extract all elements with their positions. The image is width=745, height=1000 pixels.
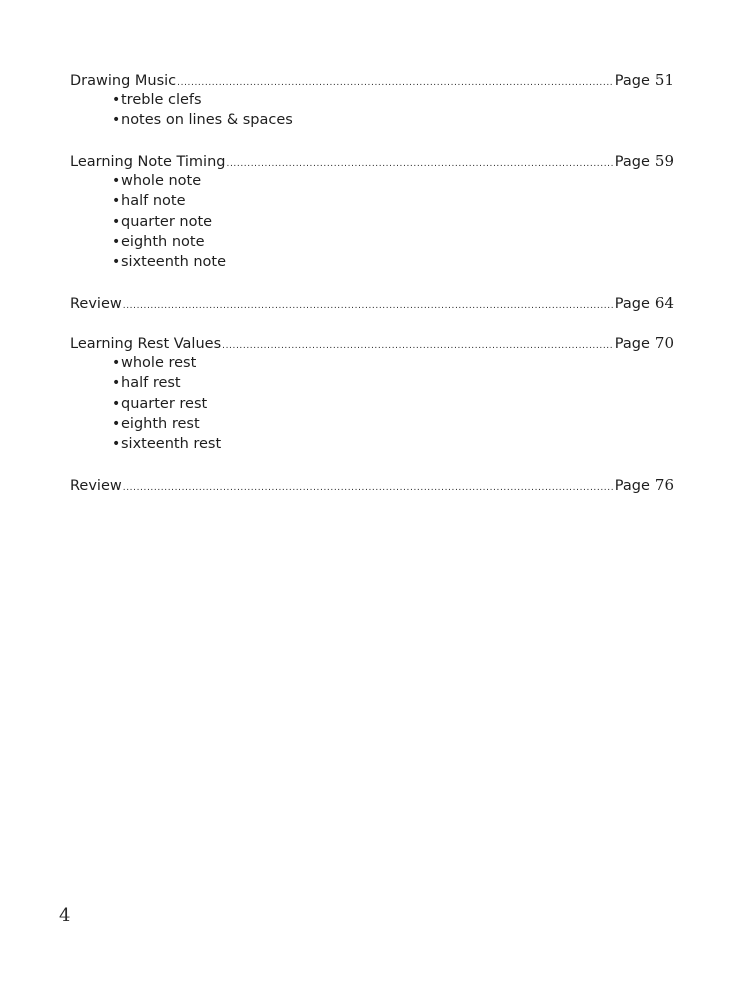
table-of-contents: [70, 70, 674, 515]
bullet-icon: •: [112, 436, 121, 453]
bullet-icon: •: [112, 354, 121, 371]
footer-page-number: 4: [59, 905, 71, 926]
page-number-ref: 70: [654, 333, 674, 352]
list-item: [112, 353, 674, 373]
toc-subtopic-list: [70, 90, 674, 131]
list-item: [112, 414, 674, 434]
bullet-icon: •: [112, 213, 121, 230]
toc-subtopic-list: [70, 171, 674, 273]
page-label: Page: [614, 477, 650, 494]
list-item: [112, 212, 674, 232]
subtopic-label: half note: [121, 193, 186, 210]
toc-entry-review: [70, 293, 674, 313]
list-item: [112, 252, 674, 272]
list-item: [112, 232, 674, 252]
bullet-icon: •: [112, 395, 121, 412]
toc-page-reference: [615, 293, 674, 314]
page-label: Page: [614, 153, 650, 170]
page-number-ref: 64: [654, 293, 674, 312]
bullet-icon: •: [112, 254, 121, 271]
bullet-icon: •: [112, 233, 121, 250]
subtopic-label: whole rest: [121, 354, 197, 371]
bullet-icon: •: [112, 415, 121, 432]
subtopic-label: quarter rest: [121, 395, 208, 412]
toc-entry-review-2: [70, 475, 674, 495]
bullet-icon: •: [112, 112, 121, 129]
toc-entry-line[interactable]: [70, 475, 674, 495]
dot-leader: [123, 296, 614, 316]
subtopic-label: eighth note: [121, 233, 205, 250]
subtopic-label: whole note: [121, 172, 202, 189]
toc-page-reference: [615, 333, 674, 354]
bullet-icon: •: [112, 193, 121, 210]
dot-leader: [222, 336, 614, 356]
page-number-ref: 76: [654, 475, 674, 494]
dot-leader: [177, 73, 614, 93]
toc-page-reference: [615, 70, 674, 91]
toc-entry-learning-rest-values: [70, 333, 674, 455]
toc-page-reference: [615, 475, 674, 496]
page-number-ref: 51: [654, 71, 674, 89]
subtopic-label: notes on lines & spaces: [121, 112, 293, 129]
dot-leader: [226, 154, 613, 174]
toc-entry-title: Drawing Music: [70, 73, 177, 89]
subtopic-label: half rest: [121, 375, 181, 392]
list-item: [112, 171, 674, 191]
toc-page-reference: [615, 151, 674, 172]
subtopic-label: quarter note: [121, 213, 213, 230]
toc-entry-drawing-music: [70, 70, 674, 131]
list-item: [112, 90, 674, 110]
list-item: [112, 434, 674, 454]
toc-entry-title: Review: [70, 295, 122, 312]
toc-entry-line[interactable]: [70, 70, 674, 90]
subtopic-label: eighth rest: [121, 415, 200, 432]
list-item: [112, 394, 674, 414]
list-item: [112, 373, 674, 393]
toc-entry-title: Learning Rest Values: [70, 335, 222, 352]
bullet-icon: •: [112, 92, 121, 108]
subtopic-label: treble clefs: [121, 92, 202, 108]
toc-entry-line[interactable]: [70, 333, 674, 353]
subtopic-label: sixteenth rest: [121, 436, 222, 453]
bullet-icon: •: [112, 172, 121, 189]
list-item: [112, 191, 674, 211]
toc-entry-line[interactable]: [70, 151, 674, 171]
page-label: Page: [614, 73, 650, 89]
toc-entry-title: Learning Note Timing: [70, 153, 226, 170]
subtopic-label: sixteenth note: [121, 254, 227, 271]
dot-leader: [123, 478, 614, 498]
page-label: Page: [614, 295, 650, 312]
list-item: [112, 110, 674, 130]
bullet-icon: •: [112, 375, 121, 392]
page-number-ref: 59: [654, 151, 674, 170]
toc-entry-line[interactable]: [70, 293, 674, 313]
toc-entry-learning-note-timing: [70, 151, 674, 273]
page-label: Page: [614, 335, 650, 352]
toc-entry-title: Review: [70, 477, 122, 494]
toc-subtopic-list: [70, 353, 674, 455]
